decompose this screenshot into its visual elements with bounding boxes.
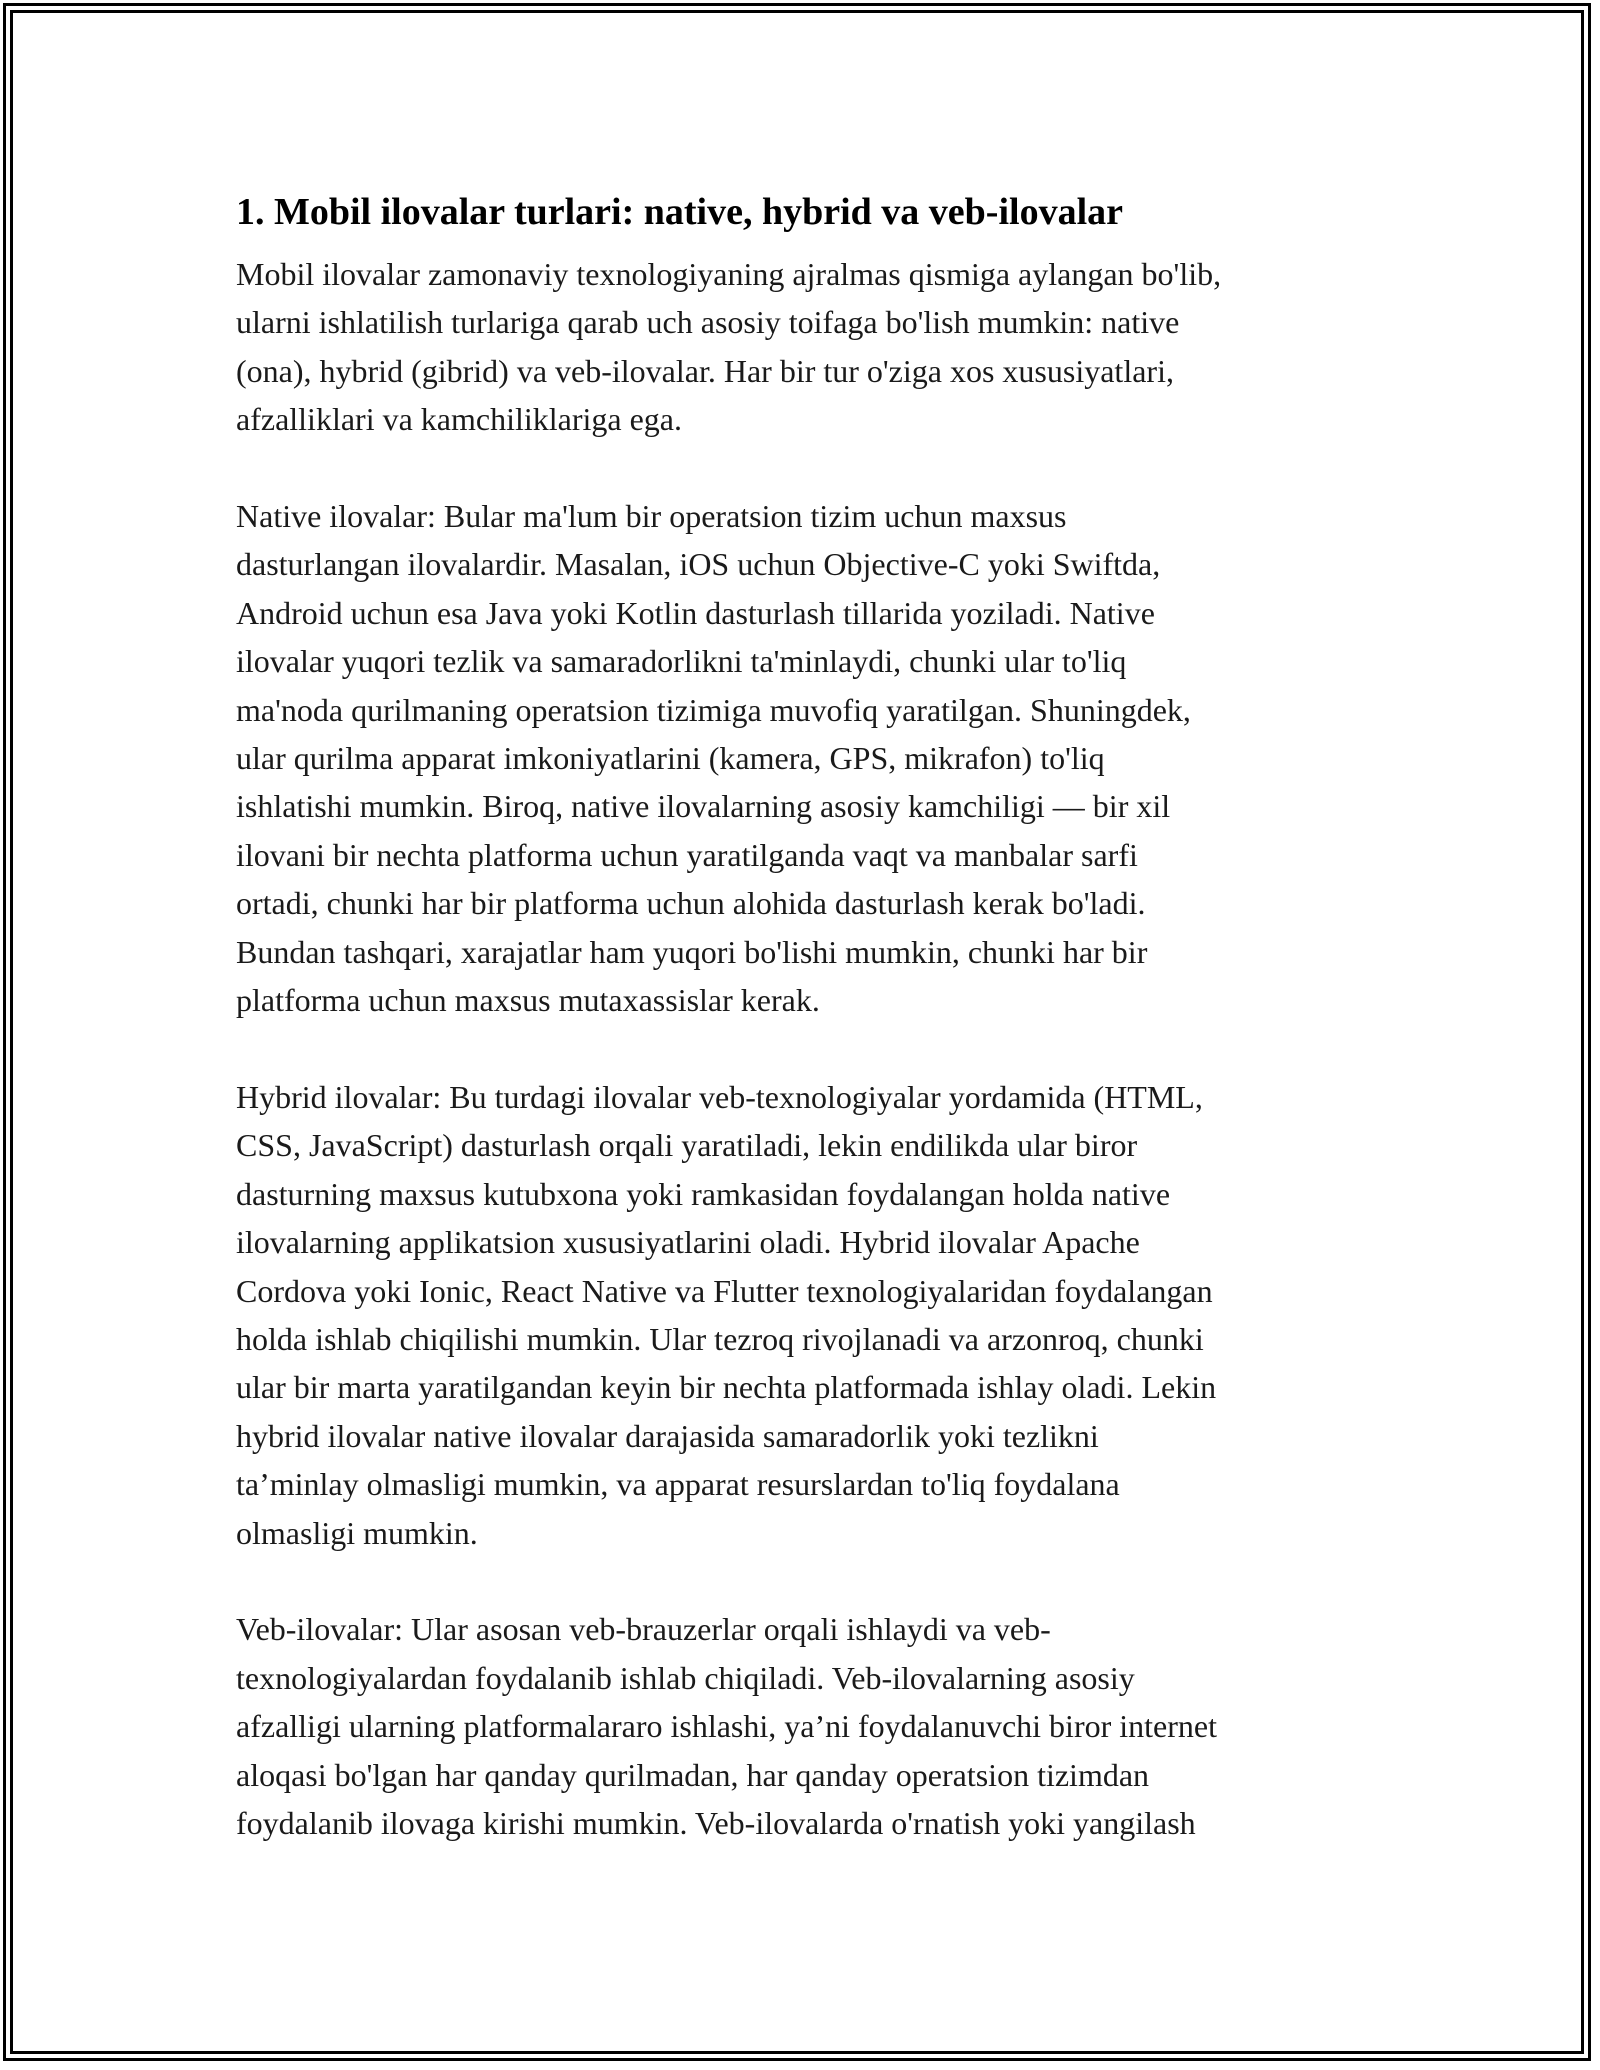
web-apps-paragraph: Veb-ilovalar: Ular asosan veb-brauzerlar orqali ishlaydi va veb- texnologiyalardan foydalanib ishlab chiqiladi. Veb-ilovalarning asosiy afzalligi ularning platformalararo ishlashi, ya’ni foydalanuvchi biror internet aloqasi bo'lgan har qanday qurilmadan, har qanday operatsion tizimdan foydalanib ilovaga kirishi mumkin. Veb-ilovalarda o'rnatish yoki yangilash bbox=[236, 1611, 1217, 1841]
native-apps-paragraph: Native ilovalar: Bular ma'lum bir operatsion tizim uchun maxsus dasturlangan ilovalardir. Masalan, iOS uchun Objective-C yoki Swiftda, Android uchun esa Java yoki Kotlin dasturlash tillarida yoziladi. Native ilovalar yuqori tezlik va samaradorlikni ta'minlaydi, chunki ular to'liq ma'noda qurilmaning operatsion tizimiga muvofiq yaratilgan. Shuningdek, ular qurilma apparat imkoniyatlarini (kamera, GPS, mikrafon) to'liq ishlatishi mumkin. Biroq, native ilovalarning asosiy kamchiligi — bir xil ilovani bir nechta platforma uchun yaratilganda vaqt va manbalar sarfi ortadi, chunki har bir platforma uchun alohida dasturlash kerak bo'ladi. Bundan tashqari, xarajatlar ham yuqori bo'lishi mumkin, chunki har bir platforma uchun maxsus mutaxassislar kerak. bbox=[236, 498, 1191, 1019]
section-heading: 1. Mobil ilovalar turlari: native, hybrid va veb-ilovalar bbox=[236, 191, 1123, 233]
document-body bbox=[236, 186, 1376, 1896]
intro-paragraph: Mobil ilovalar zamonaviy texnologiyaning ajralmas qismiga aylangan bo'lib, ularni ishlatilish turlariga qarab uch asosiy toifaga bo'lish mumkin: native (ona), hybrid (gibrid) va veb-ilovalar. Har bir tur o'ziga xos xususiyatlari, afzalliklari va kamchiliklariga ega. bbox=[236, 256, 1222, 438]
hybrid-apps-paragraph: Hybrid ilovalar: Bu turdagi ilovalar veb-texnologiyalar yordamida (HTML, CSS, JavaScript) dasturlash orqali yaratiladi, lekin endilikda ular biror dasturning maxsus kutubxona yoki ramkasidan foydalangan holda native ilovalarning applikatsion xususiyatlarini oladi. Hybrid ilovalar Apache Cordova yoki Ionic, React Native va Flutter texnologiyalaridan foydalangan holda ishlab chiqilishi mumkin. Ular tezroq rivojlanadi va arzonroq, chunki ular bir marta yaratilgandan keyin bir nechta platformada ishlay oladi. Lekin hybrid ilovalar native ilovalar darajasida samaradorlik yoki tezlikni ta’minlay olmasligi mumkin, va apparat resurslardan to'liq foydalana olmasligi mumkin. bbox=[236, 1078, 1217, 1551]
